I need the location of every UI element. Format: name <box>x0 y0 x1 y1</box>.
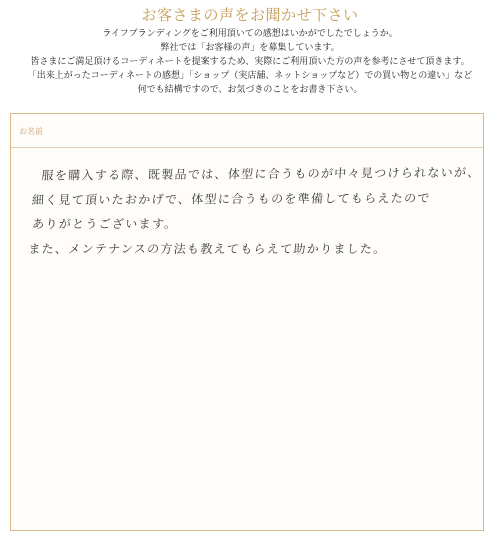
intro-line: 弊社では「お客様の声」を募集しています。 <box>160 43 340 53</box>
page-title: お客さまの声をお聞かせ下さい <box>141 6 359 24</box>
comment-line: また、メンテナンスの方法も教えてもらえて助かりました。 <box>27 242 388 256</box>
divider <box>11 147 483 148</box>
comment-line: 服を購入する際、既製品では、体型に合うものが中々見つけられないが、 <box>41 165 482 183</box>
name-field-label: お名前 <box>19 127 43 136</box>
intro-line: 「出来上がったコーディネートの感想」「ショップ（実店舗、ネットショップなど）での買い物との違い」など <box>27 71 473 81</box>
handwritten-comment <box>27 162 483 262</box>
intro-text <box>0 27 500 97</box>
feedback-form-box <box>10 113 484 531</box>
intro-line: 皆さまにご満足頂けるコーディネートを提案するため、実際にご利用頂いた方の声を参考にさせて頂きます。 <box>30 57 470 67</box>
comment-line: 細く見て頂いたおかげで、体型に合うものを準備してもらえたので <box>31 191 432 208</box>
intro-line: ライフブランディングをご利用頂いての感想はいかがでしたでしょうか。 <box>102 29 398 39</box>
intro-line: 何でも結構ですので、お気づきのことをお書き下さい。 <box>137 85 363 95</box>
comment-line: ありがとうございます。 <box>31 217 178 231</box>
